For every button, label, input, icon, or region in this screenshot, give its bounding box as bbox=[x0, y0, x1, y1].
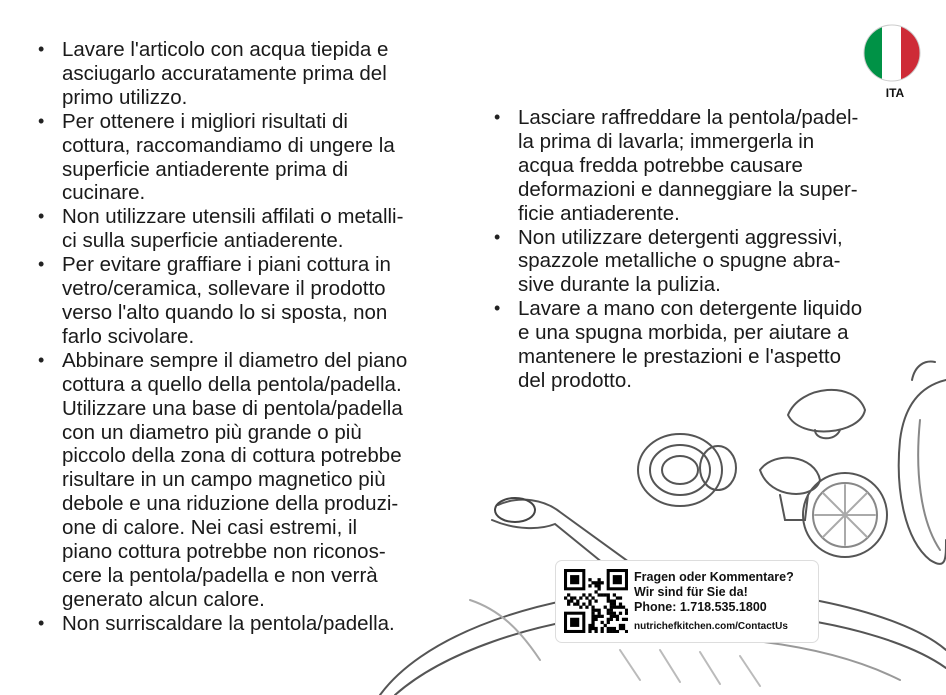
list-item: • Per ottenere i migliori risultati di cottura, raccomandiamo di ungere la superficie antiaderente prima di cucinare. bbox=[36, 110, 456, 206]
contact-card bbox=[556, 561, 818, 642]
contact-url[interactable]: nutrichefkitchen.com/ContactUs bbox=[634, 621, 788, 632]
list-item: • Non utilizzare utensili affilati o metalli- ci sulla superficie antiaderente. bbox=[36, 205, 456, 253]
list-item: • Lasciare raffreddare la pentola/padel- la prima di lavarla; immergerla in acqua fredda potrebbe causare deformazioni e danneggiare la super- ficie antiaderente. bbox=[492, 106, 922, 226]
list-item: • Abbinare sempre il diametro del piano cottura a quello della pentola/padella. Utilizzare una base di pentola/padella con un diametro più grande o più piccolo della zona di cottura potrebbe risultare in un campo magnetico più debole e una riduzione della produzi- one di calore. Nei casi estremi, il piano cottura potrebbe non riconos- cere la pentola/padella e non verrà generato alcun calore. bbox=[36, 349, 456, 612]
list-item: • Lavare a mano con detergente liquido e una spugna morbida, per aiutare a mantenere le prestazioni e l'aspetto del prodotto. bbox=[492, 297, 922, 393]
list-item: • Non surriscaldare la pentola/padella. bbox=[36, 612, 456, 636]
list-item: • Non utilizzare detergenti aggressivi, spazzole metalliche o spugne abra- sive durante la pulizia. bbox=[492, 226, 922, 298]
qr-code-icon[interactable] bbox=[564, 569, 628, 633]
contact-support: Wir sind für Sie da! bbox=[634, 585, 748, 599]
contact-question: Fragen oder Kommentare? bbox=[634, 570, 794, 584]
contact-phone: Phone: 1.718.535.1800 bbox=[634, 600, 767, 614]
left-instructions-list bbox=[36, 38, 456, 636]
right-instructions-list bbox=[492, 106, 922, 393]
italy-flag-icon bbox=[863, 24, 921, 82]
list-item: • Lavare l'articolo con acqua tiepida e asciugarlo accuratamente prima del primo utilizzo. bbox=[36, 38, 456, 110]
language-code: ITA bbox=[885, 86, 905, 100]
list-item: • Per evitare graffiare i piani cottura in vetro/ceramica, sollevare il prodotto verso l'alto quando lo si sposta, non farlo scivolare. bbox=[36, 253, 456, 349]
